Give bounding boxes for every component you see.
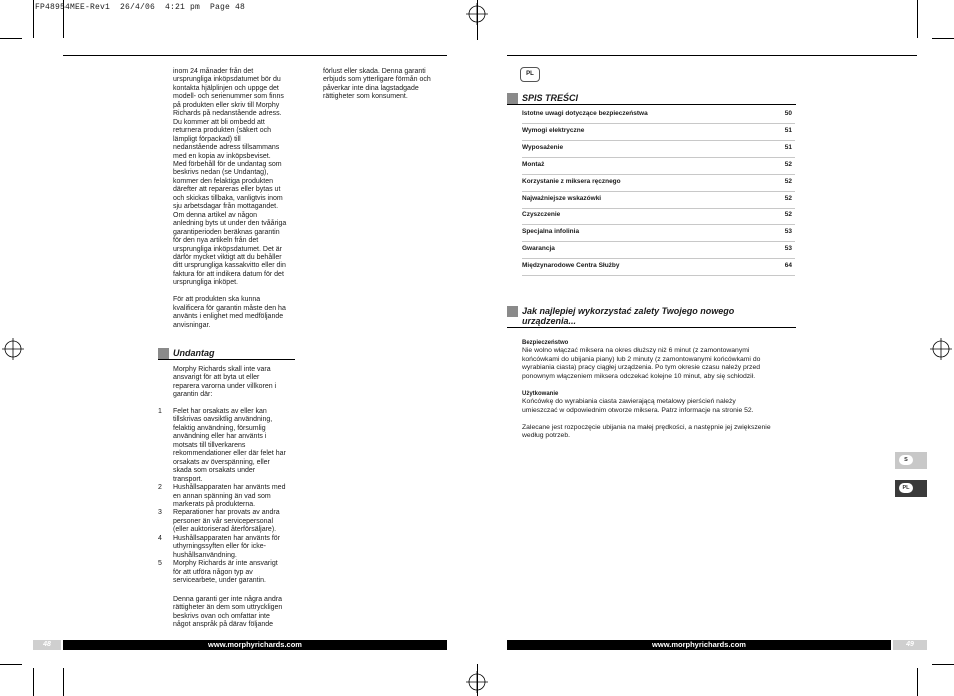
- text-line: nedanstående adress tillsammans: [173, 144, 280, 152]
- list-item-number: 4: [158, 534, 162, 542]
- toc-entry-page: 52: [784, 194, 792, 202]
- text-line: en annan spänning än vad som: [173, 492, 271, 500]
- text-line: urządzenia...: [522, 316, 577, 326]
- toc-entry-page: 64: [784, 262, 792, 270]
- toc-entry-page: 52: [784, 177, 792, 185]
- text-line: på produkten eller skriv till Morphy: [173, 101, 280, 109]
- text-line: Reparationer har provats av andra: [173, 509, 280, 517]
- text-line: för den nya artikeln från det: [173, 237, 259, 245]
- toc-row[interactable]: [522, 106, 795, 124]
- section-marker: [507, 93, 518, 104]
- text-line: motsats till tillverkarens: [173, 441, 246, 449]
- text-line: Zalecane jest rozpoczęcie ubijania na małej prędkości, a następnie jej zwiększenie: [522, 423, 771, 431]
- text-line: końcówkami do ubijania piany) lub 2 minuty (z zamontowanymi końcówkami do: [522, 355, 761, 363]
- text-line: Om denna artikel av någon: [173, 211, 258, 219]
- list-item: [158, 535, 308, 560]
- toc-row[interactable]: [522, 224, 795, 242]
- language-tab-pl[interactable]: [895, 480, 927, 497]
- text-line: För att produkten ska kunna: [173, 296, 261, 304]
- print-slug: FP48954MEE-Rev1 26/4/06 4:21 pm Page 48: [35, 3, 246, 12]
- text-line: Richards på nedanstående adress.: [173, 110, 282, 118]
- text-line: med en kopia av inköpsbeviset.: [173, 152, 271, 160]
- text-line: Hushållsapparaten har använts för: [173, 534, 281, 542]
- top-rule: [507, 55, 917, 56]
- text-line: rättigheter som konsument.: [323, 93, 408, 101]
- text-line: markerats på produkterna.: [173, 500, 256, 508]
- text-line: därför mycket viktigt att du behåller: [173, 253, 282, 261]
- text-line: Felet har orsakats av eller kan: [173, 408, 267, 415]
- text-line: garantiperioden beräknas garantin: [173, 228, 280, 236]
- text-line: beskrivs ovan och omfattar inte: [173, 612, 270, 620]
- text-line: Morphy Richards är inte ansvarigt: [173, 560, 278, 568]
- tips-heading: [522, 306, 796, 326]
- text-line: hushållsanvändning.: [173, 551, 237, 559]
- page-number: 49: [893, 640, 927, 650]
- toc-row[interactable]: [522, 191, 795, 209]
- toc-entry-page: 51: [784, 143, 792, 151]
- text-line: według potrzeb.: [522, 431, 570, 439]
- text-line: tillskrivas oavsiktlig användning,: [173, 416, 273, 424]
- text-line: ursprungliga inköpsdatumet bör du: [173, 76, 281, 84]
- text-line: faktura för att indikera datum för det: [173, 270, 284, 278]
- text-line: transport.: [173, 475, 203, 483]
- toc-row[interactable]: [522, 241, 795, 259]
- text-line: skada som orsakats under: [173, 467, 256, 475]
- crop-mark: [932, 38, 954, 39]
- top-rule: [63, 55, 447, 56]
- text-line: anledning byts ut under den tvååriga: [173, 220, 287, 228]
- toc-entry-title: Wymogi elektryczne: [522, 126, 585, 134]
- text-line: Denna garanti ger inte några andra: [173, 596, 282, 603]
- section-rule: [507, 327, 796, 328]
- undantag-intro: [173, 366, 303, 400]
- toc-entry-title: Gwarancja: [522, 245, 555, 253]
- text-line: returnera produkten (säkert och: [173, 127, 272, 135]
- toc-row[interactable]: [522, 157, 795, 175]
- toc-row[interactable]: [522, 207, 795, 225]
- text-line: lämpligt förpackad) till: [173, 135, 241, 143]
- section-rule: [158, 359, 295, 360]
- toc-entry-title: Wyposażenie: [522, 143, 564, 151]
- toc-entry-title: Czyszczenie: [522, 211, 561, 219]
- toc-row[interactable]: [522, 123, 795, 141]
- text-line: för att utföra någon typ av: [173, 568, 253, 576]
- text-line: umieszczać w odpowiednim otworze miksera. Patrz informacje na stronie 52.: [522, 406, 754, 414]
- text-line: inom 24 månader från det: [173, 68, 254, 75]
- crop-mark: [63, 668, 64, 696]
- text-line: orsakats av överspänning, eller: [173, 458, 270, 466]
- warranty-text-bottom: [173, 596, 303, 630]
- crop-mark: [63, 0, 64, 38]
- toc-row[interactable]: [522, 174, 795, 192]
- text-line: rekommendationer eller där felet har: [173, 450, 286, 458]
- exclusion-list: [158, 408, 308, 586]
- crop-mark: [932, 664, 954, 665]
- text-line: beskrivs nedan (se Undantag),: [173, 169, 269, 177]
- text-line: Jak najlepiej wykorzystać zalety Twojego nowego: [522, 306, 735, 316]
- text-line: garantin där:: [173, 391, 213, 399]
- toc-entry-title: Korzystanie z miksera ręcznego: [522, 177, 621, 185]
- language-tab-s[interactable]: [895, 452, 927, 469]
- text-line: Nie wolno włączać miksera na okres dłuższy niż 6 minut (z zamontowanymi: [522, 347, 750, 355]
- toc-row[interactable]: [522, 140, 795, 158]
- toc-entry-page: 52: [784, 211, 792, 219]
- crop-mark: [33, 668, 34, 696]
- text-line: rättigheter än dem som uttryckligen: [173, 604, 283, 612]
- text-line: Med förbehåll för de undantag som: [173, 160, 282, 168]
- text-line: ursprungliga inköpsdatumet. Det är: [173, 245, 282, 253]
- toc-entry-title: Najważniejsze wskazówki: [522, 194, 602, 202]
- toc-entry-title: Międzynarodowe Centra Służby: [522, 262, 620, 270]
- registration-mark-icon: [466, 3, 488, 25]
- language-tab-label: S: [899, 455, 913, 465]
- text-line: wyrabiania ciasta) pracy ciągłej urządzenia. Po tym okresie czasu należy przed: [522, 364, 761, 372]
- registration-mark-icon: [930, 338, 952, 360]
- list-item: [158, 509, 308, 534]
- text-line: erbjuds som ytterligare förmån och: [323, 76, 431, 84]
- crop-mark: [917, 0, 918, 38]
- toc-entry-title: Specjalna infolinia: [522, 228, 580, 236]
- warranty-text-col2: [323, 68, 453, 102]
- toc-heading: SPIS TREŚCI: [522, 93, 579, 103]
- safety-heading: Bezpieczeństwo: [522, 340, 569, 346]
- crop-mark: [917, 668, 918, 696]
- toc-entry-page: 53: [784, 228, 792, 236]
- text-line: påverkar inte dina lagstadgade: [323, 84, 419, 92]
- text-line: kommer den felaktiga produkten: [173, 177, 273, 185]
- list-item-number: 1: [158, 408, 162, 415]
- footer-url: www.morphyrichards.com: [63, 640, 447, 650]
- language-badge: PL: [520, 67, 540, 82]
- text-line: kontakta hjälplinjen och uppge det: [173, 84, 279, 92]
- text-line: och skickas tillbaka, vanligtvis inom: [173, 194, 283, 202]
- text-line: Końcówkę do wyrabiania ciasta zawierającą metalowy pierścień należy: [522, 398, 736, 406]
- text-line: kvalificera för garantin måste den ha: [173, 304, 286, 312]
- warranty-text-col1: [173, 68, 303, 330]
- undantag-heading: Undantag: [173, 348, 215, 358]
- list-item-number: 2: [158, 484, 162, 492]
- text-line: Hushållsapparaten har använts med: [173, 484, 286, 492]
- list-item-number: 5: [158, 560, 162, 568]
- toc-entry-title: Istotne uwagi dotyczące bezpieczeństwa: [522, 110, 648, 117]
- footer-url: www.morphyrichards.com: [507, 640, 891, 650]
- section-marker: [507, 306, 518, 317]
- text-line: därefter att repareras eller bytas ut: [173, 186, 281, 194]
- usage-heading: Użytkowanie: [522, 390, 559, 397]
- text-line: ursprungliga inköpet.: [173, 279, 238, 287]
- section-marker: [158, 348, 169, 359]
- list-item-number: 3: [158, 509, 162, 517]
- text-line: anvisningar.: [173, 321, 211, 329]
- toc-entry-page: 52: [784, 160, 792, 168]
- text-line: servicearbete, under garantin.: [173, 577, 266, 585]
- text-line: Morphy Richards skall inte vara: [173, 366, 271, 373]
- list-item: [158, 484, 308, 509]
- text-line: ponownym włączeniem miksera odczekać kolejne 10 minut, aby się schłodził.: [522, 372, 756, 380]
- text-line: personer än vår servicepersonal: [173, 517, 273, 525]
- text-line: reparera varorna under villkoren i: [173, 382, 277, 390]
- toc-entry-page: 50: [784, 110, 792, 117]
- text-line: felaktig användning, försumlig: [173, 424, 266, 432]
- text-line: något anspråk på därav följande: [173, 621, 274, 629]
- text-line: användning eller har använts i: [173, 433, 267, 441]
- list-item: [158, 560, 308, 585]
- toc-entry-title: Montaż: [522, 160, 545, 168]
- crop-mark: [0, 38, 22, 39]
- registration-mark-icon: [2, 338, 24, 360]
- page-number: 48: [33, 640, 61, 650]
- section-rule: [507, 104, 796, 105]
- crop-mark: [33, 0, 34, 38]
- text-line: ditt ursprungliga kassakvitto eller din: [173, 262, 286, 270]
- toc-row[interactable]: [522, 258, 795, 276]
- language-tab-label: PL: [899, 483, 913, 493]
- text-line: (eller auktoriserad återförsäljare).: [173, 526, 277, 534]
- text-line: sju arbetsdagar från mottagandet.: [173, 203, 279, 211]
- crop-mark: [0, 664, 22, 665]
- text-line: Du kommer att bli ombedd att: [173, 118, 265, 126]
- text-line: använts i enlighet med medföljande: [173, 313, 284, 321]
- text-line: förlust eller skada. Denna garanti: [323, 68, 426, 75]
- tips-body: [522, 339, 802, 440]
- registration-mark-icon: [466, 671, 488, 693]
- text-line: uthyrningssyften eller för icke-: [173, 543, 266, 551]
- text-line: ansvarigt för att byta ut eller: [173, 374, 260, 382]
- list-item: [158, 408, 308, 484]
- toc-entry-page: 51: [784, 126, 792, 134]
- text-line: modell- och serienummer som finns: [173, 93, 284, 101]
- toc-entry-page: 53: [784, 245, 792, 253]
